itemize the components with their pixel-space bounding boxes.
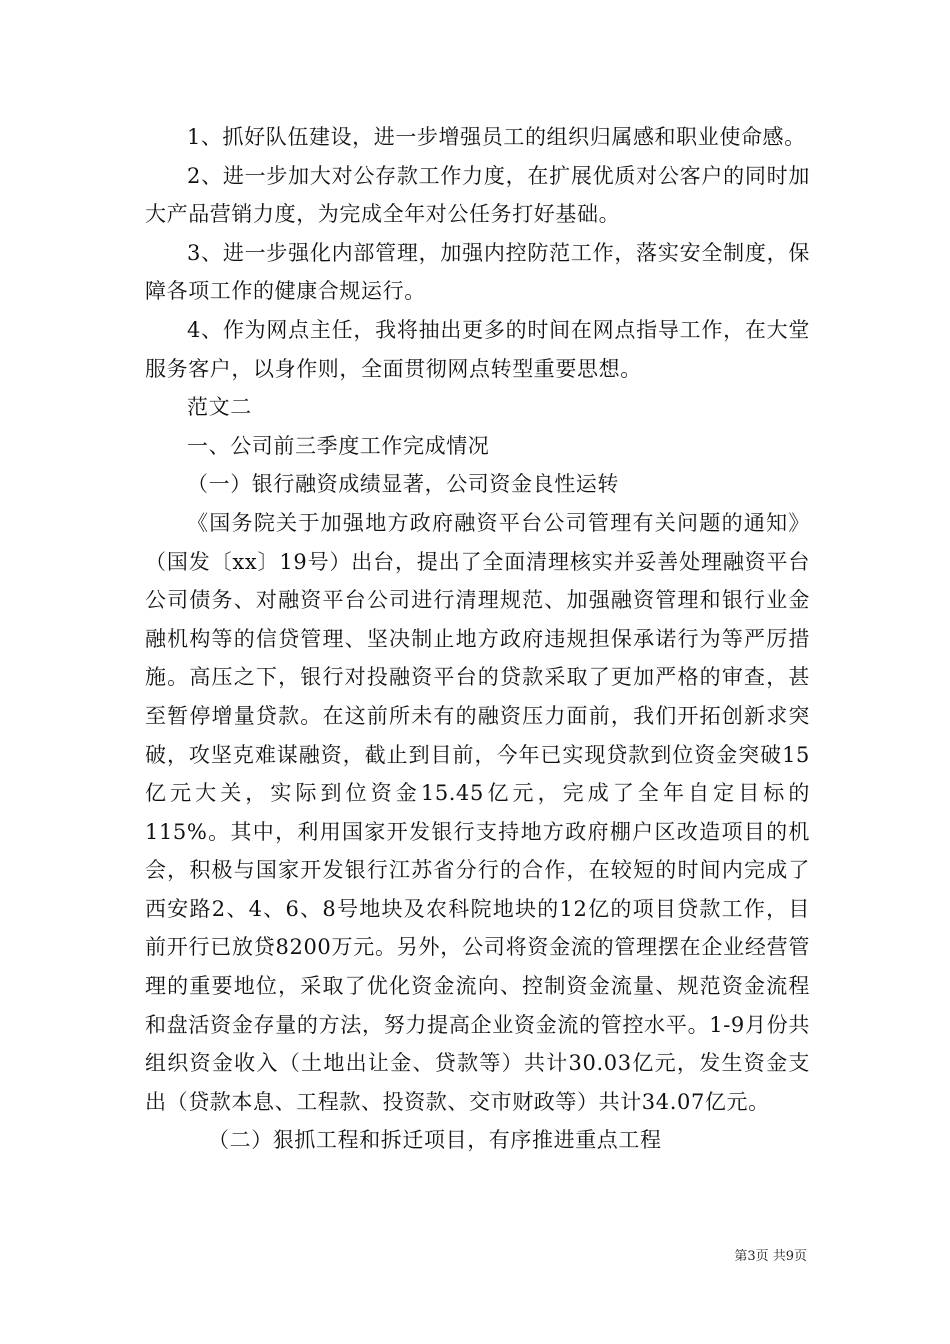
paragraph-body-financing: 《国务院关于加强地方政府融资平台公司管理有关问题的通知》（国发〔xx〕19号）出台，提出了全面清理核实并妥善处理融资平台公司债务、对融资平台公司进行清理规范、加强融资管理和银行业金融机构等的信贷管理、坚决制止地方政府违规担保承诺行为等严厉措施。高压之下，银行对投融资平台的贷款采取了更加严格的审查，甚至暂停增量贷款。在这前所未有的融资压力面前，我们开拓创新求突破，攻坚克难谋融资，截止到目前，今年已实现贷款到位资金突破15亿元大关，实际到位资金15.45亿元，完成了全年自定目标的115%。其中，利用国家开发银行支持地方政府棚户区改造项目的机会，积极与国家开发银行江苏省分行的合作，在较短的时间内完成了西安路2、4、6、8号地块及农科院地块的12亿的项目贷款工作，目前开行已放贷8200万元。另外，公司将资金流的管理摆在企业经营管理的重要地位，采取了优化资金流向、控制资金流量、规范资金流程和盘活资金存量的方法，努力提高企业资金流的管控水平。1-9月份共组织资金收入（土地出让金、贷款等）共计30.03亿元，发生资金支出（贷款本息、工程款、投资款、交市财政等）共计34.07亿元。 (145, 510, 810, 1114)
paragraph-3: 3、进一步强化内部管理，加强内控防范工作，落实安全制度，保障各项工作的健康合规运行。 (145, 240, 810, 304)
section-title-fanwen-er: 范文二 (187, 395, 252, 420)
paragraph-1: 1、抓好队伍建设，进一步增强员工的组织归属感和职业使命感。 (187, 125, 806, 149)
subsection-heading-1: （一）银行融资成绩显著，公司资金良性运转 (187, 472, 619, 497)
subsection-heading-2: （二）狠抓工程和拆迁项目，有序推进重点工程 (208, 1128, 662, 1153)
paragraph-2: 2、进一步加大对公存款工作力度，在扩展优质对公客户的同时加大产品营销力度，为完成全年对公任务打好基础。 (145, 163, 810, 227)
document-body (145, 118, 810, 1160)
page-number-footer: 第3页 共9页 (734, 1249, 807, 1264)
paragraph-4: 4、作为网点主任，我将抽出更多的时间在网点指导工作，在大堂服务客户，以身作则，全面贯彻网点转型重要思想。 (145, 317, 810, 381)
section-heading-1: 一、公司前三季度工作完成情况 (187, 433, 490, 458)
